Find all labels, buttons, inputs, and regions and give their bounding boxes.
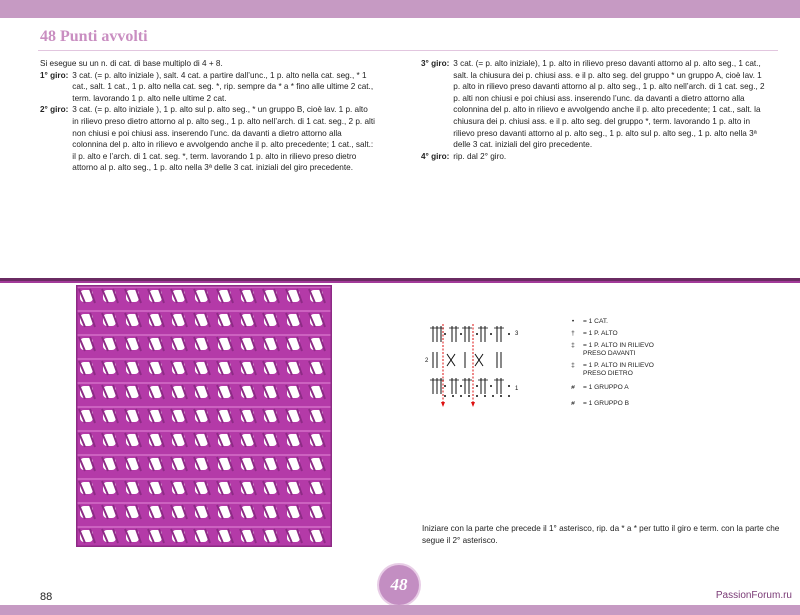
top-color-band (0, 0, 800, 18)
front-post-icon: ‡ (571, 342, 575, 349)
watermark: PassionForum.ru (715, 590, 792, 601)
round-3-label: 3° giro: (421, 59, 450, 68)
round-1 (40, 70, 375, 105)
right-column (421, 58, 766, 162)
page-title: 48 Punti avvolti (40, 28, 148, 45)
legend-item-chain (565, 318, 673, 326)
dot-icon: • (571, 318, 575, 325)
legend-item-front-post (565, 342, 673, 358)
page-number: 88 (40, 591, 53, 603)
legend-item-double-crochet (565, 330, 673, 338)
legend-item-back-post (565, 362, 673, 378)
round-3-text: 3 cat. (= p. alto iniziale), 1 p. alto in rilievo preso davanti attorno al p. alto seg., 1 cat., salt. la chiusura dei p. chiusi ass. e il p. alto seg. del gruppo * un gruppo A, cioè lav. 1 p. alto in rilievo preso davanti attorno al p. alto seg., 1 p. alto nell’arch. di 1 cat. seg., 2 p. alti non chiusi e poi chiusi ass. inserendo l’unc. da davanti a dietro attorno alla colonnina del p. alto in rilievo e avvolgendo anche il p. alto precedente; 1 cat., salt. la chiusura dei p. chiusi ass. e il p. alto seg. del gruppo *, term. lavorando 1 p. alto in rilievo preso davanti attorno al p. alto seg., 1 p. alto sul p. alto seg., 1 p. alto nella 3ª delle 3 cat. iniziali del giro precedente. (453, 59, 765, 150)
chart-legend (565, 318, 673, 412)
stitch-chart (425, 320, 525, 415)
round-2-label: 2° giro: (40, 105, 69, 115)
round-2 (40, 104, 375, 174)
legend-item-group-b (565, 400, 673, 408)
legend-text: = 1 GRUPPO B (583, 400, 629, 407)
round-4-label: 4° giro: (421, 151, 450, 161)
group-b-icon: ⧣ (571, 400, 575, 407)
round-1-text: 3 cat. (= p. alto iniziale ), salt. 4 cat. a partire dall’unc., 1 p. alto nella cat. seg., * 1 cat., salt. 1 cat., 1 p. alto nella cat. seg. *, rip. sempre da * a * fino alle ultime 2 cat., term. lavorando 1 p. alto nelle ultime 2 cat. (72, 70, 374, 103)
legend-text: = 1 P. ALTO IN RILIEVO PRESO DAVANTI (583, 342, 654, 357)
chart-row-label-2: 2 (425, 358, 429, 364)
legend-item-group-a (565, 384, 673, 392)
legend-text: = 1 P. ALTO (583, 330, 618, 337)
bottom-color-band (0, 605, 800, 615)
chart-row-label-1: 1 (515, 386, 519, 392)
double-crochet-icon: † (571, 330, 575, 337)
legend-text: = 1 P. ALTO IN RILIEVO PRESO DIETRO (583, 362, 654, 377)
crochet-swatch-image (76, 285, 332, 547)
round-4-text: rip. dal 2° giro. (453, 151, 507, 161)
title-rule (38, 50, 778, 51)
round-2-text: 3 cat. (= p. alto iniziale ), 1 p. alto sul p. alto seg., * un gruppo B, cioè lav. 1 p. alto in rilievo preso dietro attorno al p. alto seg., 1 p. alto nell’arch. di 1 cat. seg., 2 p. alti non chiusi e poi chiusi ass. inserendo l’unc. da davanti a dietro attorno alla colonnina del p. alto in rilievo e avvolgendo anche il p. alto precedente; 1 cat., salt.: il p. alto e l’arch. di 1 cat. seg. *, term. lavorando 1 p. alto in rilievo preso dietro attorno al p. alto seg., 1 p. alto nella 3ª delle 3 cat. iniziali del giro precedente. (72, 105, 375, 173)
yarn-strand (0, 281, 800, 283)
legend-text: = 1 GRUPPO A (583, 384, 629, 391)
legend-text: = 1 CAT. (583, 318, 608, 325)
chart-row-label-3: 3 (515, 331, 519, 337)
round-1-label: 1° giro: (40, 70, 69, 80)
round-3 (421, 58, 766, 151)
round-4 (421, 151, 766, 163)
instruction-note: Iniziare con la parte che precede il 1° asterisco, rip. da * a * per tutto il giro e term. con la parte che segue il 2° asterisco. (422, 524, 780, 545)
group-a-icon: ⧣ (571, 384, 575, 391)
pattern-number-badge: 48 (379, 565, 419, 605)
intro-text: Si esegue su un n. di cat. di base multiplo di 4 + 8. (40, 59, 223, 68)
left-column (40, 58, 375, 174)
back-post-icon: ‡ (571, 362, 575, 369)
